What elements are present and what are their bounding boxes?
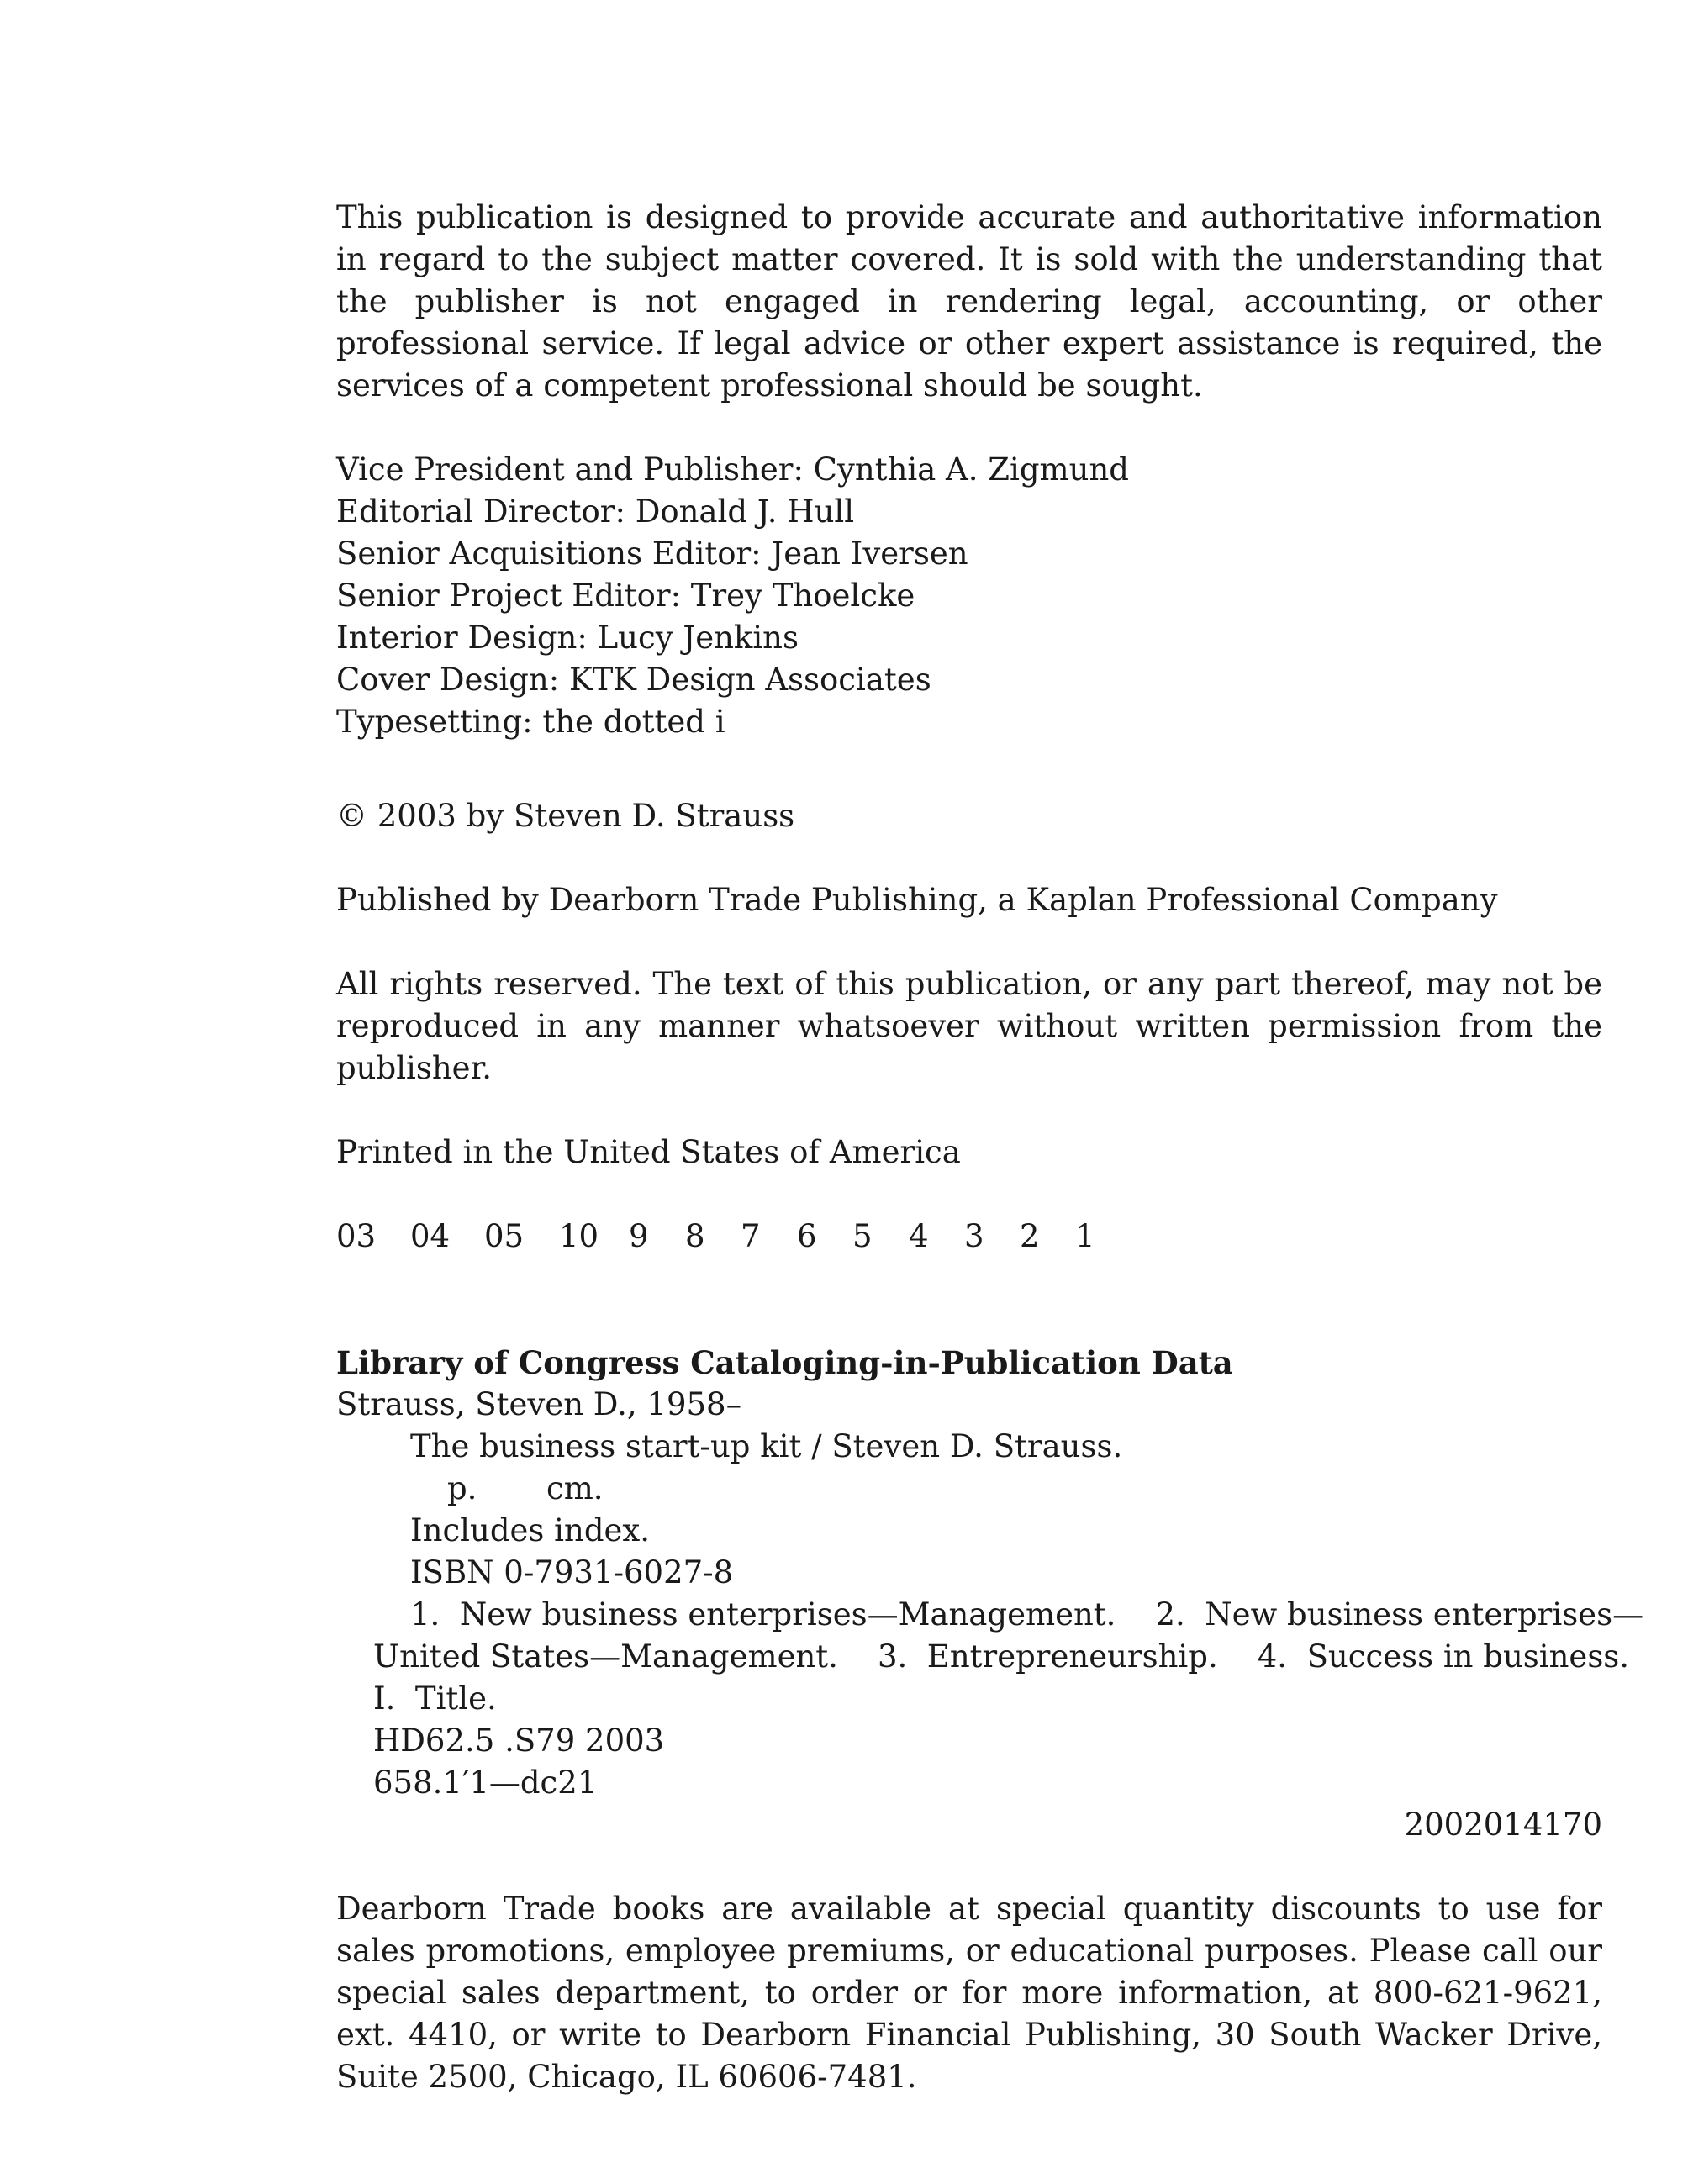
credit-typesetting: Typesetting: the dotted i <box>336 704 725 740</box>
cip-size: cm. <box>546 1470 604 1506</box>
cip-author: Strauss, Steven D., 1958– <box>336 1386 742 1422</box>
print-line-number: 8 <box>685 1218 705 1254</box>
cip-block <box>336 1342 1644 1846</box>
disclaimer-paragraph: This publication is designed to provide accurate and authoritative information in regard to the subject matter covered. It is sold with the understanding that the publisher is not engaged in rendering legal, accounting, or other professional service. If legal advice or other expert assistance is required, the services of a competent professional should be sought. <box>336 199 1602 404</box>
cip-pagination <box>336 1468 1602 1510</box>
cip-dewey: 658.1′1—dc21 <box>373 1765 598 1801</box>
copyright-notice: © 2003 by Steven D. Strauss <box>336 798 795 834</box>
credit-interior-design: Interior Design: Lucy Jenkins <box>336 620 799 656</box>
print-line-number: 3 <box>964 1218 984 1254</box>
credit-acquisitions-editor: Senior Acquisitions Editor: Jean Iversen <box>336 535 968 572</box>
cip-lc-class: HD62.5 .S79 2003 <box>373 1722 665 1759</box>
rights-paragraph: All rights reserved. The text of this publication, or any part thereof, may not be reproduced in any manner whatsoever without written permission from the publisher. <box>336 966 1602 1086</box>
special-sales-paragraph: Dearborn Trade books are available at special quantity discounts to use for sales promotions, employee premiums, or educational purposes. Please call our special sales department, to order or for more information, at 800-621-9621, ext. 4410, or write to Dearborn Financial Publishing, 30 South Wacker Drive, Suite 2500, Chicago, IL 60606-7481. <box>336 1891 1602 2095</box>
printed-in-line: Printed in the United States of America <box>336 1134 961 1170</box>
cip-title-line: The business start-up kit / Steven D. Strauss. <box>410 1428 1123 1464</box>
print-line-number: 2 <box>1020 1218 1040 1254</box>
print-line-number: 9 <box>629 1218 649 1254</box>
cip-lccn: 2002014170 <box>1404 1807 1602 1843</box>
print-line-number: 1 <box>1075 1218 1095 1254</box>
credit-publisher: Vice President and Publisher: Cynthia A. Zigmund <box>336 451 1129 488</box>
cip-subjects-line-1: 1. New business enterprises—Management. 2. New business enterprises— <box>410 1596 1644 1633</box>
print-line-number: 7 <box>741 1218 761 1254</box>
credit-editorial-director: Editorial Director: Donald J. Hull <box>336 493 855 530</box>
print-line-number: 4 <box>909 1218 929 1254</box>
page-content <box>336 197 1644 2140</box>
print-line-number: 03 <box>336 1218 377 1254</box>
print-line-number: 5 <box>852 1218 873 1254</box>
print-line <box>336 1216 1602 1258</box>
cip-includes: Includes index. <box>410 1512 651 1548</box>
print-line-number: 6 <box>797 1218 817 1254</box>
cip-subjects-line-2: United States—Management. 3. Entrepreneurship. 4. Success in business. <box>373 1638 1630 1675</box>
credit-cover-design: Cover Design: KTK Design Associates <box>336 662 931 698</box>
cip-title-entry: I. Title. <box>373 1680 497 1717</box>
print-line-number: 04 <box>410 1218 451 1254</box>
print-line-number: 10 <box>559 1218 599 1254</box>
publisher-line: Published by Dearborn Trade Publishing, a Kaplan Professional Company <box>336 882 1498 918</box>
credits-list <box>336 449 1602 743</box>
cip-isbn: ISBN 0-7931-6027-8 <box>410 1554 734 1591</box>
cip-pages: p. <box>447 1470 477 1506</box>
cip-heading: Library of Congress Cataloging-in-Publication Data <box>336 1344 1233 1381</box>
print-line-number: 05 <box>484 1218 525 1254</box>
credit-project-editor: Senior Project Editor: Trey Thoelcke <box>336 578 915 614</box>
